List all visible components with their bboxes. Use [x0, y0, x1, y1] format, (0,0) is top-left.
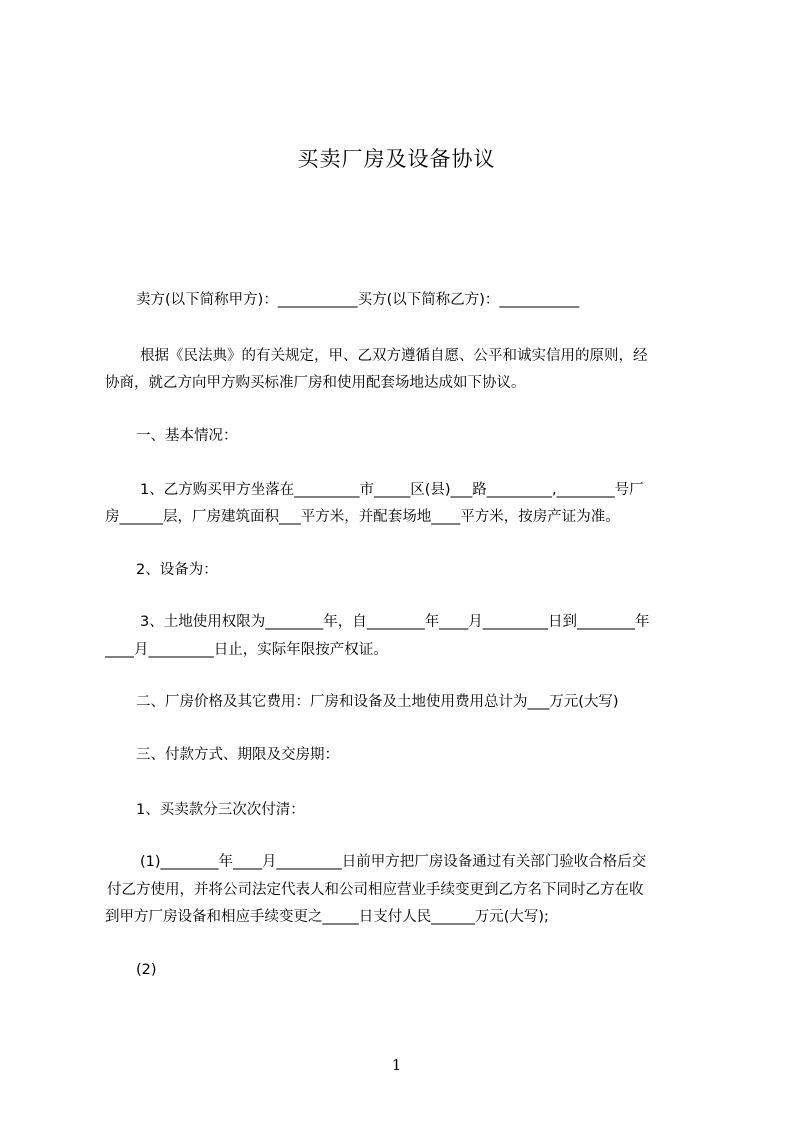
payment-sub-1-line-3: 到甲方厂房设备和相应手续变更之_____日支付人民______万元(大写); — [105, 909, 549, 925]
item-3-line-2: ____月_________日止，实际年限按产权证。 — [105, 642, 388, 658]
item-2: 2、设备为： — [136, 562, 218, 578]
section-1-heading: 一、基本情况： — [136, 428, 238, 444]
item-3-line-1: 3、土地使用权限为________年，自________年____月_________日到________年 — [140, 614, 650, 630]
preamble-line-1: 根据《民法典》的有关规定，甲、乙双方遵循自愿、公平和诚实信用的原则，经 — [140, 348, 648, 364]
payment-sub-1-line-1: (1)________年____月_________日前甲方把厂房设备通过有关部门验收合格后交 — [140, 854, 647, 870]
payment-sub-2: (2) — [136, 962, 157, 978]
page-number: 1 — [391, 1056, 402, 1074]
section-2-heading: 二、厂房价格及其它费用：厂房和设备及土地使用费用总计为___万元(大写) — [136, 694, 619, 710]
payment-sub-1-line-2: 付乙方使用，并将公司法定代表人和公司相应营业手续变更到乙方名下同时乙方在收 — [107, 882, 644, 898]
parties-line: 卖方(以下简称甲方)：___________买方(以下简称乙方)：___________ — [136, 292, 580, 308]
preamble-line-2: 协商，就乙方向甲方购买标准厂房和使用配套场地达成如下协议。 — [105, 375, 526, 391]
section-3-heading: 三、付款方式、期限及交房期： — [136, 747, 339, 763]
item-1-line-1: 1、乙方购买甲方坐落在_________市_____区(县)___路_________,________号厂 — [140, 482, 644, 498]
document-title: 买卖厂房及设备协议 — [297, 147, 496, 171]
payment-item-1: 1、买卖款分三次次付清： — [136, 802, 305, 818]
item-1-line-2: 房______层，厂房建筑面积___平方米，并配套场地____平方米，按房产证为准。 — [105, 509, 620, 525]
